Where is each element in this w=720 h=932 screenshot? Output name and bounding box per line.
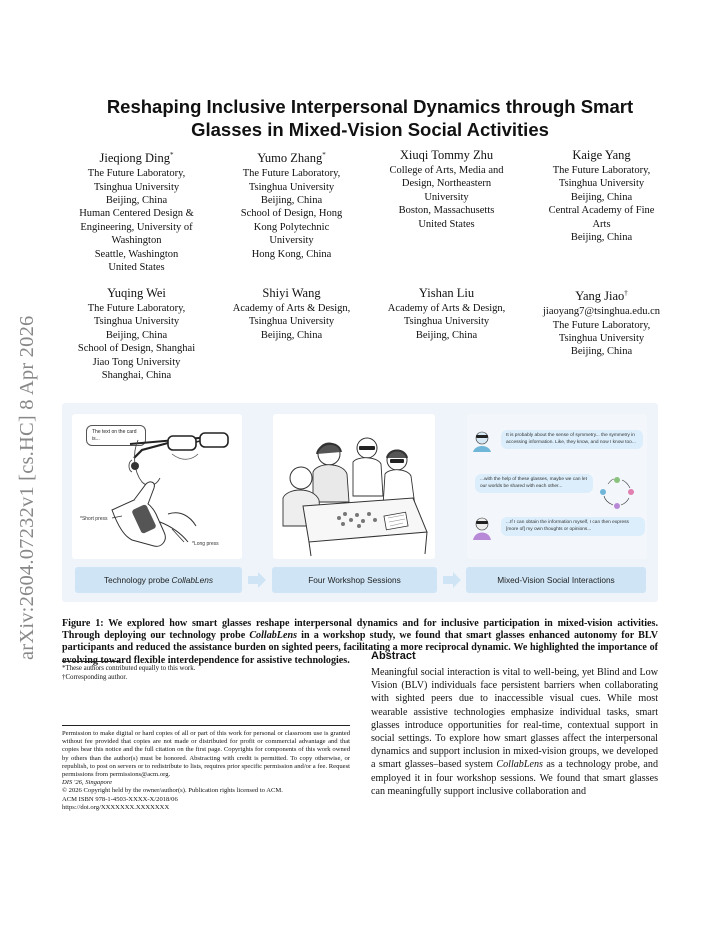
author-affiliation-line: Beijing, China <box>415 329 478 341</box>
author-affiliation-line: Beijing, China <box>260 194 323 206</box>
doi-link[interactable]: https://doi.org/XXXXXXX.XXXXXXX <box>62 803 170 811</box>
author-affiliation-line: The Future Laboratory, <box>552 165 651 176</box>
author-row-2 <box>62 286 682 382</box>
author-block <box>527 286 676 382</box>
author-name <box>62 148 211 166</box>
paper-title <box>60 95 680 141</box>
permission-text: Permission to make digital or hard copies of all or part of this work for personal or classroom use is granted without fee provided that copies are not made or distributed for profit or commercial advantage and that copies bear this notice and the full citation on the first page. Copyrights for components of this work owned by others than the author(s) must be honored. Abstracting with credit is permitted. To copy otherwise, or republish, to post on servers or to redistribute to lists, requires prior specific permission and/or a fee. Request permissions from permissions@acm.org. <box>62 730 350 779</box>
panel-workshop-sessions <box>273 414 435 559</box>
author-block <box>372 148 521 274</box>
author-affiliation-line: Human Centered Design & <box>79 208 194 220</box>
author-affiliation-line: Tsinghua University <box>93 181 180 193</box>
stage-1-italic: CollabLens <box>171 575 213 585</box>
glasses-and-hand-illustration <box>72 414 242 559</box>
author-mark: † <box>624 289 628 297</box>
author-affiliation-line: Academy of Arts & Design, <box>232 303 351 314</box>
author-name-text: Jieqiong Ding <box>99 151 170 166</box>
author-affiliation-line: Seattle, Washington <box>94 248 179 260</box>
permission-block <box>62 730 350 812</box>
author-block <box>62 286 211 382</box>
author-name-text: Shiyi Wang <box>262 286 321 300</box>
abstract-text-1: Meaningful social interaction is vital to well-being, yet Blind and Low Vision (BLV) individuals face persistent barriers when collaborating with sighted peers due to inaccessible visual cues. While most wearable assistive technologies emphasize individual tasks, smart glasses introduce opportunities for real-time, contextual support in social settings. To explore how smart glasses affect the interpersonal dynamics and support inclusion in mixed-vision groups, we developed a smart glasses–based system <box>371 667 658 771</box>
quote-bubble-2: ...with the help of these glasses, maybe we can let our worlds be shared with each other... <box>475 474 593 493</box>
quote-bubble-1: It is probably about the sense of symmetry... the symmetry in accessing information. Like, they know, and now I know too... <box>501 430 643 449</box>
author-affiliation-line: Beijing, China <box>570 346 633 358</box>
author-affiliation-line: Beijing, China <box>105 329 168 341</box>
author-affiliation-line: Tsinghua University <box>558 332 645 344</box>
footnote-equal-contribution: *These authors contributed equally to this work. <box>62 665 196 672</box>
copyright: © 2026 Copyright held by the owner/author(s). Publication rights licensed to ACM. <box>62 787 283 795</box>
author-name-text: Xiuqi Tommy Zhu <box>399 148 494 162</box>
author-affiliation-line: Beijing, China <box>570 191 633 203</box>
panel-technology-probe <box>72 414 242 559</box>
arxiv-stamp: arXiv:2604.07232v1 [cs.HC] 8 Apr 2026 <box>16 315 38 660</box>
author-name <box>62 286 211 301</box>
caption-italic: CollabLens <box>249 630 297 642</box>
author-affiliation-line: Central Academy of Fine <box>548 205 655 217</box>
author-affiliation-line: Boston, Massachusetts <box>398 205 495 217</box>
author-affiliation-line: University <box>424 191 469 203</box>
author-mark: * <box>322 151 326 159</box>
author-affiliation-line: Tsinghua University <box>248 181 335 193</box>
author-name <box>527 286 676 304</box>
author-block <box>527 148 676 274</box>
panel-social-interactions <box>467 414 647 559</box>
author-block <box>62 148 211 274</box>
author-affiliation-line: Jiao Tong University <box>92 356 181 368</box>
author-affiliation-line: Shanghai, China <box>101 370 172 382</box>
author-affiliation-line: Tsinghua University <box>558 178 645 190</box>
author-name-text: Yuqing Wei <box>107 286 166 300</box>
stage-workshop-sessions: Four Workshop Sessions <box>272 567 437 593</box>
author-block <box>217 286 366 382</box>
author-affiliation-line: Tsinghua University <box>248 316 335 328</box>
author-name <box>217 286 366 301</box>
author-block <box>217 148 366 274</box>
caption-text-1: Figure 1: We explored how smart glasses reshape interpersonal dynamics and for inclusive participation in mixed-vision activities. Through deploying our technology probe <box>62 618 658 642</box>
abstract-heading: Abstract <box>371 650 416 662</box>
footnote-rule <box>62 661 120 662</box>
teaser-figure <box>62 403 658 602</box>
abstract-body <box>371 666 658 798</box>
author-mark: * <box>169 151 174 159</box>
figure-caption <box>62 618 658 667</box>
permission-rule <box>62 725 350 726</box>
author-name <box>527 148 676 163</box>
author-affiliation-line: School of Design, Shanghai <box>77 343 196 355</box>
workshop-table-illustration <box>273 414 435 559</box>
caption-text-2: in a workshop study, we found that smart glasses enhanced autonomy for BLV participants and reduced the assistance burden on sighted peers, facilitating a more reciprocal dynamic. We highlighted the importance of evolving toward flexible interdependence for assistive technologies. <box>62 630 658 666</box>
author-affiliation-line: Beijing, China <box>105 194 168 206</box>
title-line-2: Glasses in Mixed-Vision Social Activities <box>191 119 549 140</box>
title-line-1: Reshaping Inclusive Interpersonal Dynamics through Smart <box>106 96 634 117</box>
author-affiliation-line: jiaoyang7@tsinghua.edu.cn <box>543 306 660 318</box>
stage-technology-probe <box>75 567 242 593</box>
author-affiliation-line: School of Design, Hong <box>240 208 343 220</box>
author-affiliation-line: University <box>269 235 314 247</box>
author-name-text: Kaige Yang <box>572 148 631 162</box>
author-affiliation-line: Hong Kong, China <box>251 248 332 260</box>
author-affiliation-line: Academy of Arts & Design, <box>387 303 506 314</box>
venue: DIS '26, Singapore <box>62 779 113 787</box>
author-block <box>372 286 521 382</box>
author-name <box>217 148 366 166</box>
stage-social-interactions: Mixed-Vision Social Interactions <box>466 567 646 593</box>
author-name <box>372 148 521 163</box>
author-affiliation-line: Arts <box>592 218 611 230</box>
author-affiliation-line: Design, Northeastern <box>401 178 492 190</box>
author-affiliation-line: Tsinghua University <box>403 316 490 328</box>
long-press-label: *Long press <box>192 541 219 547</box>
author-affiliation-line: Tsinghua University <box>93 316 180 328</box>
author-name-text: Yishan Liu <box>418 286 475 300</box>
abstract-italic: CollabLens <box>496 759 543 771</box>
author-affiliation-line: The Future Laboratory, <box>242 168 341 180</box>
author-affiliation-line: Beijing, China <box>570 232 633 244</box>
isbn: ACM ISBN 978-1-4503-XXXX-X/2018/06 <box>62 795 178 803</box>
author-row-1 <box>62 148 682 274</box>
abstract-text-2: as a technology probe, and employed it in four workshop sessions. We found that smart glasses can meaningfully support inclusive collaboration and <box>371 759 658 797</box>
card-text-bubble: The text on the card is... <box>86 425 146 446</box>
author-affiliation-line: Kong Polytechnic <box>253 221 330 233</box>
author-affiliation-line: The Future Laboratory, <box>87 303 186 314</box>
author-name <box>372 286 521 301</box>
author-affiliation-line: United States <box>418 218 475 230</box>
author-affiliation-line: Beijing, China <box>260 329 323 341</box>
author-affiliation-line: Washington <box>111 235 162 247</box>
author-affiliation-line: Engineering, University of <box>80 221 193 233</box>
author-affiliation-line: The Future Laboratory, <box>87 168 186 180</box>
author-name-text: Yang Jiao <box>575 289 625 304</box>
arrow-right-icon <box>248 572 266 588</box>
author-affiliation-line: The Future Laboratory, <box>552 319 651 331</box>
quote-bubble-3: ...If I can obtain the information myself, I can then express [more of] my own thoughts or opinions... <box>501 517 645 536</box>
arrow-right-icon <box>443 572 461 588</box>
author-affiliation-line: College of Arts, Media and <box>389 165 504 176</box>
author-affiliation-line: United States <box>108 262 165 273</box>
footnote-corresponding: †Corresponding author. <box>62 674 128 681</box>
short-press-label: *Short press <box>80 516 108 522</box>
stage-1-label: Technology probe <box>103 575 170 585</box>
author-name-text: Yumo Zhang <box>257 151 323 166</box>
